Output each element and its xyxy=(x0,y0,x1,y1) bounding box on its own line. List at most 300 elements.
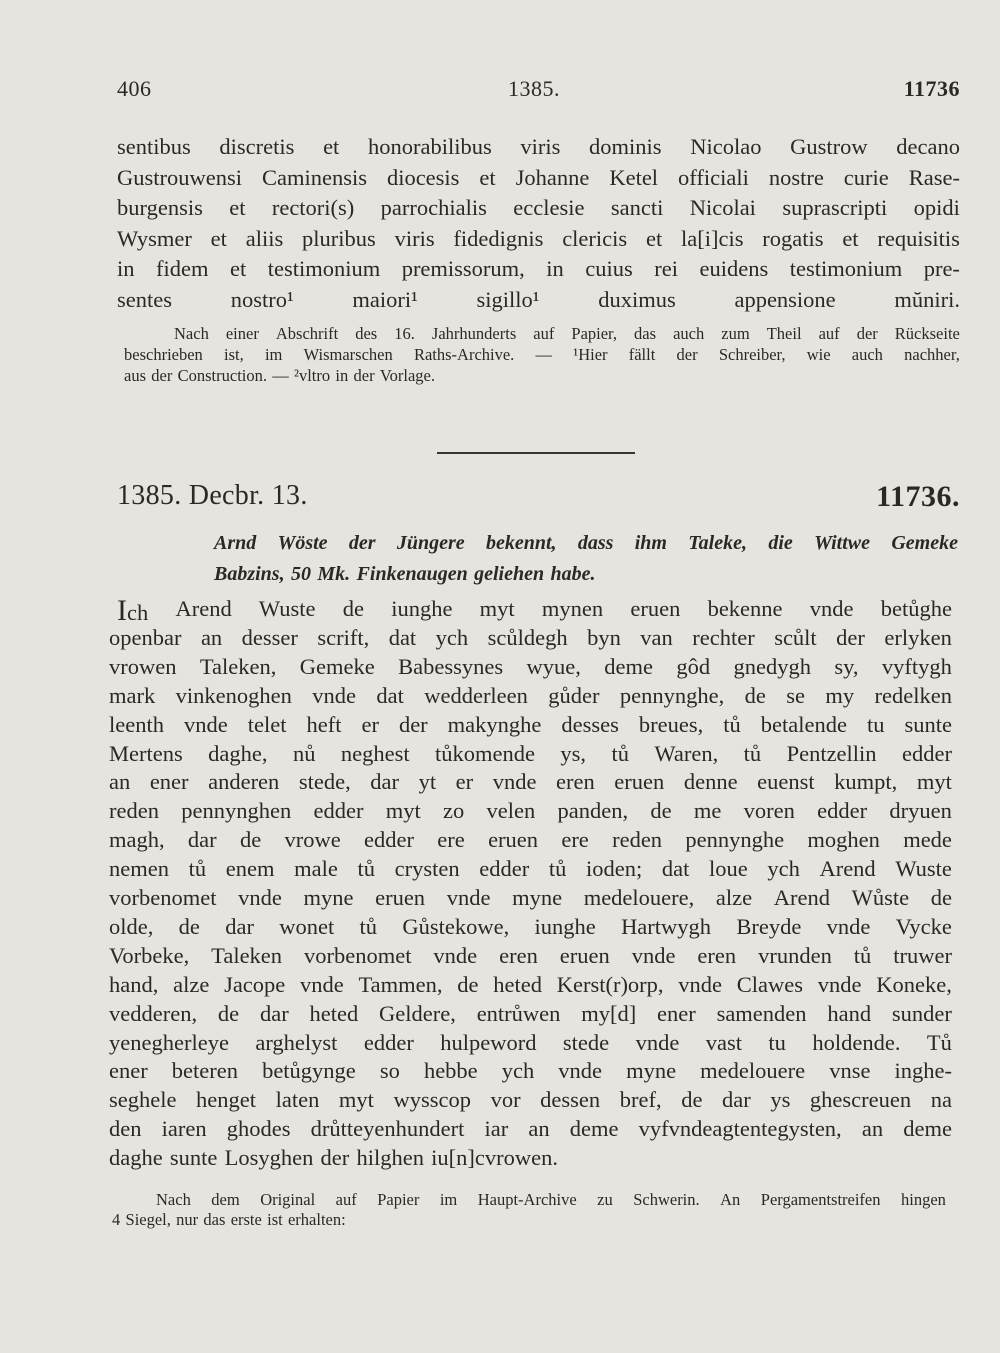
word: discretis xyxy=(219,134,295,159)
word: nachher, xyxy=(904,345,960,364)
word: fidem xyxy=(156,256,209,281)
word: eruen xyxy=(488,827,539,853)
word: betůghe xyxy=(880,596,952,621)
word: openbar xyxy=(109,624,182,650)
word: deme xyxy=(903,1116,952,1142)
word: magh, xyxy=(109,827,165,853)
word: Schwerin. xyxy=(633,1190,700,1209)
word: de xyxy=(744,682,766,708)
word: iu[n]cvrowen. xyxy=(431,1145,558,1171)
word: ¹Hier xyxy=(573,345,608,364)
word: Theil xyxy=(766,324,802,343)
word: alze xyxy=(715,885,753,910)
word: wyue, xyxy=(526,653,581,679)
word: Haupt-Archive xyxy=(477,1190,577,1209)
word: auch xyxy=(851,345,883,364)
footnote-line xyxy=(112,1210,351,1230)
text-line xyxy=(117,195,960,221)
word: neghest xyxy=(340,740,410,766)
word: Gemeke xyxy=(891,532,958,554)
word: anderen xyxy=(208,769,280,795)
word: cuius xyxy=(585,256,633,281)
word: holdende. xyxy=(812,1029,901,1055)
word: myt xyxy=(385,798,421,824)
word: den xyxy=(109,1116,142,1142)
word: nostre xyxy=(768,164,824,190)
word: vnde xyxy=(433,942,478,968)
word: telet xyxy=(247,711,287,737)
footnote-line xyxy=(124,366,440,386)
word: appensione xyxy=(734,286,836,312)
word: drůtteyenhundert xyxy=(310,1116,465,1142)
word: betůgynge xyxy=(262,1058,356,1084)
word: ist, xyxy=(224,345,244,364)
word: Geldere, xyxy=(379,1000,456,1026)
word: auf xyxy=(335,1190,357,1209)
word: samenden xyxy=(716,1000,807,1026)
word: van xyxy=(640,624,673,650)
word: vnde xyxy=(183,711,228,737)
word: erhalten: xyxy=(287,1210,346,1229)
word: Taleken xyxy=(211,942,283,968)
word: dar xyxy=(225,913,254,939)
text-line xyxy=(109,798,952,824)
word: Wůste xyxy=(851,885,910,910)
word: stede xyxy=(562,1029,610,1055)
word: der xyxy=(320,1145,350,1171)
word: daghe, xyxy=(208,740,268,766)
word: medelouere xyxy=(700,1058,806,1084)
word: denne xyxy=(683,769,738,795)
word: an xyxy=(200,624,223,650)
word: im xyxy=(264,345,283,364)
word: scůldegh xyxy=(487,624,568,650)
word: ihm xyxy=(634,532,667,554)
word: dat xyxy=(376,682,404,708)
word: beschrieben xyxy=(124,345,203,364)
word: ener xyxy=(657,1000,696,1026)
word: moghen xyxy=(807,827,880,853)
word: crysten xyxy=(394,856,460,882)
word: edder xyxy=(817,798,868,824)
word: ghescreuen xyxy=(809,1087,912,1113)
text-line xyxy=(109,712,952,738)
word: Vorlage. xyxy=(379,366,435,385)
word: wonet xyxy=(279,913,335,939)
word: Abschrift xyxy=(275,324,339,343)
word: eruen xyxy=(559,942,610,968)
word: Taleke, xyxy=(688,532,747,554)
word: vrowen xyxy=(109,653,177,679)
word: reden xyxy=(612,827,663,853)
word: stede, xyxy=(298,769,351,795)
word: eren xyxy=(697,942,737,968)
text-line xyxy=(109,654,952,680)
word: ²vltro xyxy=(294,366,331,385)
document-number: 11736. xyxy=(876,480,960,513)
word: maiori¹ xyxy=(352,286,418,312)
word: vnde xyxy=(809,596,854,621)
word: eren xyxy=(499,942,538,968)
word: pennynghe xyxy=(685,827,785,853)
word: rei xyxy=(654,256,679,281)
word: tů xyxy=(359,913,378,939)
word: vnde xyxy=(826,913,871,939)
word: desses xyxy=(561,711,619,737)
word: tů xyxy=(188,856,207,882)
word: in xyxy=(335,366,349,385)
word: Arnd xyxy=(214,532,257,554)
word: Rückseite xyxy=(894,324,960,343)
word: vinkenoghen xyxy=(175,682,292,708)
text-line xyxy=(117,287,960,313)
word: vnde xyxy=(635,1029,680,1055)
word: breues, xyxy=(638,711,704,737)
word: hand xyxy=(827,1000,872,1026)
word: Jahrhunderts xyxy=(431,324,517,343)
word: Breyde xyxy=(736,913,802,939)
word: der xyxy=(348,532,376,554)
word: ecclesie xyxy=(513,195,585,220)
word: An xyxy=(720,1190,741,1209)
word: ist xyxy=(267,1210,283,1229)
word: iunghe xyxy=(391,596,453,621)
word: tů xyxy=(357,856,375,882)
word: suprascripti xyxy=(782,195,888,220)
text-line xyxy=(109,856,952,882)
word: fällt xyxy=(628,345,656,364)
word: myne xyxy=(303,885,354,910)
word: auf xyxy=(818,324,840,343)
word: myt xyxy=(479,596,515,621)
word: Papier, xyxy=(571,324,618,343)
word: beteren xyxy=(171,1058,238,1084)
word: eruen xyxy=(614,769,665,795)
word: heted xyxy=(309,1000,359,1026)
word: gnedygh xyxy=(733,653,811,679)
word: se xyxy=(786,682,806,708)
word: der xyxy=(856,324,878,343)
word: Koneke, xyxy=(876,971,952,997)
word: Rase- xyxy=(908,164,960,190)
word: Vorbeke, xyxy=(109,942,190,968)
word: Wysmer xyxy=(117,225,192,251)
word: male xyxy=(294,856,338,882)
word: ere xyxy=(437,827,465,853)
word: seghele xyxy=(109,1087,177,1113)
word: mŭniri. xyxy=(894,286,960,312)
word: byn xyxy=(587,624,621,650)
word: Wuste xyxy=(895,856,952,882)
text-line xyxy=(109,972,952,998)
word: Arend xyxy=(773,885,830,910)
word: ys xyxy=(770,1087,791,1113)
word: wie xyxy=(806,345,831,364)
word: an xyxy=(109,769,131,795)
word: olde, xyxy=(109,913,154,939)
word: dar xyxy=(370,769,400,795)
word: ghodes xyxy=(226,1116,291,1142)
word: de xyxy=(342,596,364,621)
word: yenegherleye xyxy=(109,1029,229,1055)
word: panden, xyxy=(557,798,629,824)
word: premissorum, xyxy=(401,256,525,281)
word: et xyxy=(645,225,663,251)
word: Original xyxy=(260,1190,316,1209)
word: Taleken, xyxy=(199,653,277,679)
word: truwer xyxy=(893,942,952,968)
word: im xyxy=(439,1190,458,1209)
word: Schreiber, xyxy=(718,345,786,364)
word: vnde xyxy=(300,971,344,997)
word: er xyxy=(455,769,474,795)
text-line xyxy=(109,1001,952,1027)
footnote-line xyxy=(124,345,960,365)
word: Pentzellin xyxy=(786,740,877,766)
word: der xyxy=(398,711,428,737)
text-line xyxy=(109,683,952,709)
word: Babessynes xyxy=(398,653,504,679)
word: laten xyxy=(275,1087,320,1113)
text-line xyxy=(117,165,960,191)
word: tůkomende xyxy=(435,740,535,766)
word: in xyxy=(117,256,135,281)
word: euenst xyxy=(757,769,815,795)
word: zu xyxy=(597,1190,613,1209)
word: vyfvndeagtentegysten, xyxy=(638,1116,842,1142)
word: alze xyxy=(173,971,210,997)
word: hebbe xyxy=(423,1058,478,1084)
word: Losyghen xyxy=(224,1145,314,1171)
word: — xyxy=(535,345,553,364)
word: dryuen xyxy=(889,798,952,824)
text-line xyxy=(109,1030,952,1056)
word: erlyken xyxy=(884,624,952,650)
word: gůder xyxy=(548,682,600,708)
word: wedderleen xyxy=(424,682,528,708)
word: myne xyxy=(626,1058,677,1084)
word: tů xyxy=(853,942,872,968)
word: vast xyxy=(705,1029,742,1055)
word: geliehen xyxy=(474,563,545,585)
word: loue xyxy=(708,856,748,882)
word: dar xyxy=(259,1000,289,1026)
word: tů xyxy=(743,740,762,766)
word: das xyxy=(203,1210,226,1229)
text-line xyxy=(117,134,960,160)
word: aus xyxy=(124,366,146,385)
word: et xyxy=(210,225,227,251)
word: Pergamentstreifen xyxy=(760,1190,881,1209)
text-line xyxy=(109,625,952,651)
word: Nach xyxy=(156,1190,191,1209)
word: 16. xyxy=(394,324,415,343)
word: iar xyxy=(484,1116,509,1142)
word: edder xyxy=(479,856,530,882)
word: Gemeke xyxy=(299,653,375,679)
word: curie xyxy=(843,164,889,190)
word: henget xyxy=(196,1087,257,1113)
word: Wöste xyxy=(277,532,328,554)
text-line xyxy=(109,1058,952,1084)
word: voren xyxy=(743,798,795,824)
word: Wismarschen xyxy=(303,345,393,364)
text-line xyxy=(109,827,952,853)
word: tu xyxy=(768,1029,786,1055)
word: bekenne xyxy=(707,596,783,621)
word: edder xyxy=(364,827,414,853)
word: Ketel xyxy=(609,164,659,190)
word: et xyxy=(229,256,247,281)
word: erste xyxy=(230,1210,262,1229)
text-line xyxy=(117,596,952,626)
word: duximus xyxy=(598,286,676,312)
word: opidi xyxy=(913,195,960,220)
word: auch xyxy=(673,324,705,343)
word: vnde xyxy=(238,885,282,910)
word: sancti xyxy=(610,195,664,220)
word: — xyxy=(272,366,289,385)
word: sigillo¹ xyxy=(476,286,540,312)
word: my[d] xyxy=(581,1000,637,1026)
word: Hartwygh xyxy=(621,913,712,939)
word: Caminensis xyxy=(261,164,367,190)
word: et xyxy=(229,195,246,220)
word: desser xyxy=(241,624,298,650)
word: Clawes xyxy=(736,971,804,997)
word: Tů xyxy=(926,1029,952,1055)
word: betalende xyxy=(760,711,847,737)
word: heted xyxy=(493,971,542,997)
word: auf xyxy=(533,324,555,343)
word: Nicolao xyxy=(690,134,762,159)
word: so xyxy=(379,1058,400,1084)
word: myne xyxy=(512,885,563,910)
word: decano xyxy=(896,134,960,159)
word: redelken xyxy=(874,682,952,708)
word: Jüngere xyxy=(396,532,465,554)
word: vrowe xyxy=(284,827,341,853)
word: vnse xyxy=(829,1058,871,1084)
word: officiali xyxy=(678,164,749,190)
word: requisitis xyxy=(877,225,960,251)
word: eruen xyxy=(375,885,426,910)
word: testimonium xyxy=(789,256,903,281)
word: der xyxy=(151,366,173,385)
word: der xyxy=(353,366,375,385)
word: fidedignis xyxy=(453,225,544,251)
word: an xyxy=(528,1116,550,1142)
word: nů xyxy=(292,740,316,766)
word: vnde xyxy=(631,942,676,968)
word: nostro¹ xyxy=(230,286,294,312)
text-line xyxy=(109,769,952,795)
text-line xyxy=(109,1087,952,1113)
summary-line xyxy=(214,563,602,586)
word: et xyxy=(842,225,859,251)
word: Papier xyxy=(377,1190,420,1209)
word: eruen xyxy=(630,596,681,621)
word: Gustrow xyxy=(790,134,868,159)
word: sunte xyxy=(169,1145,218,1171)
word: vnde xyxy=(446,885,491,910)
word: Johanne xyxy=(515,164,590,190)
word: des xyxy=(355,324,378,343)
word: daghe xyxy=(109,1145,163,1171)
document-date: 1385. Decbr. 13. xyxy=(117,480,308,511)
word: de xyxy=(178,913,200,939)
text-line xyxy=(109,741,952,767)
word: Finkenaugen xyxy=(356,563,468,585)
summary-line xyxy=(214,532,958,555)
word: de xyxy=(239,827,262,853)
text-line xyxy=(117,226,960,252)
word: ych xyxy=(501,1058,535,1084)
word: Waren, xyxy=(654,740,719,766)
footnote-line xyxy=(156,1190,946,1210)
word: de xyxy=(217,1000,240,1026)
word: ych xyxy=(435,624,469,650)
word: in xyxy=(546,256,564,281)
word: Nicolai xyxy=(689,195,756,220)
header-document-number: 11736 xyxy=(903,76,960,101)
word: vyftygh xyxy=(881,653,952,679)
word: hilghen xyxy=(356,1145,424,1171)
word: Siegel, xyxy=(125,1210,171,1229)
word: leenth xyxy=(109,711,164,737)
word: edder xyxy=(901,740,952,766)
word: Gůstekowe, xyxy=(402,913,510,939)
word: dem xyxy=(211,1190,240,1209)
word: rogatis xyxy=(762,225,824,251)
word: euidens xyxy=(699,256,769,281)
word: ych xyxy=(767,856,800,882)
word: my xyxy=(825,682,855,708)
word: der xyxy=(676,345,698,364)
word: dat xyxy=(661,856,690,882)
word: burgensis xyxy=(117,195,203,220)
word: mark xyxy=(109,682,156,708)
word: eren xyxy=(556,769,595,795)
word: bekennt, xyxy=(485,532,557,554)
word: die xyxy=(768,532,793,554)
word: de xyxy=(681,1087,703,1113)
word: me xyxy=(693,798,722,824)
word: zo xyxy=(443,798,465,824)
word: deme xyxy=(569,1116,619,1142)
text-line xyxy=(109,943,952,969)
word: Babzins, xyxy=(214,563,285,585)
word: zum xyxy=(721,324,750,343)
word: vnde xyxy=(678,971,723,997)
word: sunte xyxy=(904,711,952,737)
text-line xyxy=(117,256,960,282)
word: ys, xyxy=(560,740,587,766)
word: Construction. xyxy=(177,366,267,385)
word: clericis xyxy=(562,225,628,251)
word: iunghe xyxy=(534,913,596,939)
word: diocesis xyxy=(386,164,460,190)
word: das xyxy=(634,324,657,343)
word: scrift, xyxy=(317,624,370,650)
word: honorabilibus xyxy=(367,134,492,159)
word: aliis xyxy=(245,225,284,251)
word: vorbenomet xyxy=(109,885,217,910)
word: 50 xyxy=(290,563,311,585)
word: Tammen, xyxy=(358,971,443,997)
word: Mertens xyxy=(109,740,183,766)
word: vor xyxy=(490,1087,521,1113)
